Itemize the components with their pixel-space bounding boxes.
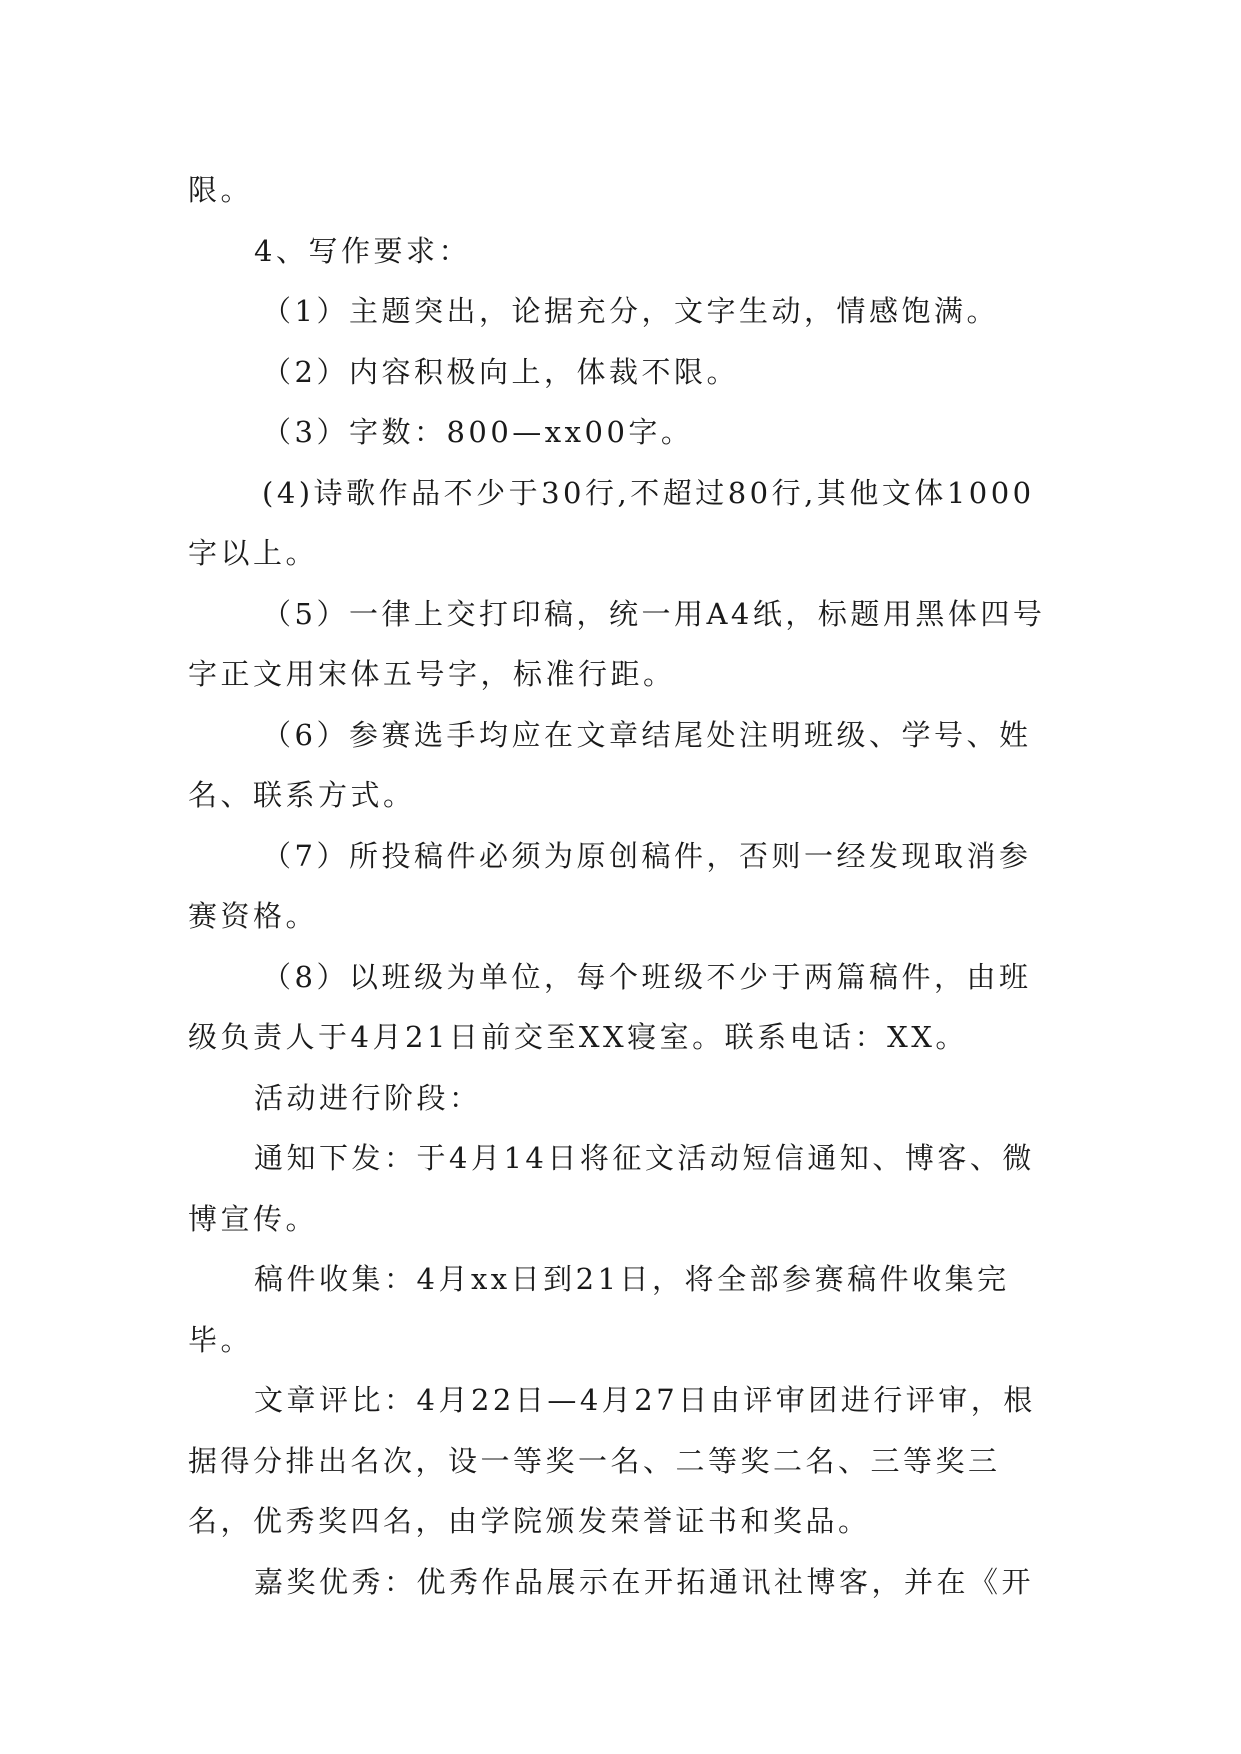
paragraph-requirement-2: （2）内容积极向上，体裁不限。 bbox=[262, 354, 739, 389]
paragraph-requirement-1: （1）主题突出，论据充分，文字生动，情感饱满。 bbox=[262, 294, 999, 328]
paragraph-requirement-4: (4)诗歌作品不少于30行,不超过80行,其他文体1000字以上。 bbox=[188, 475, 1035, 570]
paragraph-activity-stage-heading: 活动进行阶段： bbox=[254, 1080, 482, 1115]
paragraph-writing-requirements-heading: 4、写作要求： bbox=[254, 233, 471, 268]
paragraph-continuation: 限。 bbox=[188, 173, 254, 207]
paragraph-requirement-7: （7）所投稿件必须为原创稿件，否则一经发现取消参赛资格。 bbox=[188, 838, 1032, 933]
paragraph-notice: 通知下发：于4月14日将征文活动短信通知、博客、微博宣传。 bbox=[188, 1141, 1035, 1236]
paragraph-requirement-6: （6）参赛选手均应在文章结尾处注明班级、学号、姓名、联系方式。 bbox=[188, 717, 1032, 812]
paragraph-requirement-5: （5）一律上交打印稿，统一用A4纸，标题用黑体四号字正文用宋体五号字，标准行距。 bbox=[188, 596, 1046, 691]
paragraph-evaluation: 文章评比：4月22日—4月27日由评审团进行评审，根据得分排出名次，设一等奖一名、二等奖二名、三等奖三名，优秀奖四名，由学院颁发荣誉证书和奖品。 bbox=[188, 1383, 1036, 1538]
paragraph-requirement-8: （8）以班级为单位，每个班级不少于两篇稿件，由班级负责人于4月21日前交至XX寝室。联系电话：XX。 bbox=[188, 959, 1032, 1054]
paragraph-award: 嘉奖优秀：优秀作品展示在开拓通讯社博客，并在《开 bbox=[254, 1564, 1035, 1599]
document-body bbox=[188, 160, 1054, 1612]
paragraph-collection: 稿件收集：4月xx日到21日，将全部参赛稿件收集完毕。 bbox=[188, 1262, 1010, 1357]
paragraph-requirement-3: （3）字数：800—xx00字。 bbox=[262, 415, 694, 449]
